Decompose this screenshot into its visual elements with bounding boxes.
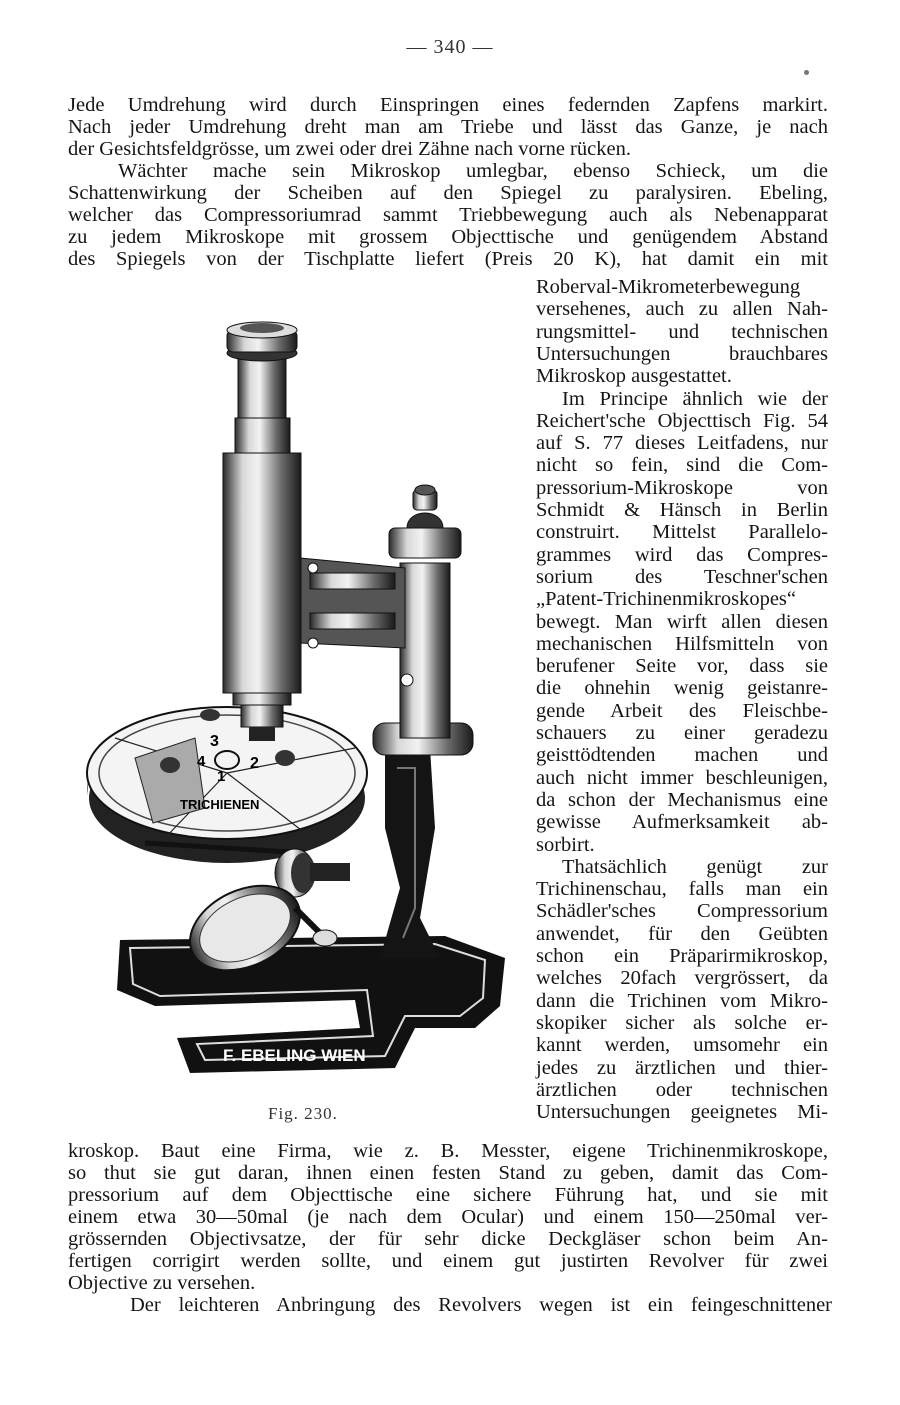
text-line: skopiker sicher als solche er- xyxy=(536,1011,828,1034)
text-line: des Spiegels von der Tischplatte liefert (Preis 20 K), hat damit ein mit xyxy=(68,248,828,270)
text-line: pressorium-Mikroskope von xyxy=(536,476,828,499)
microscope-arm xyxy=(300,558,405,648)
text-line: grammes wird das Compres- xyxy=(536,543,828,566)
text-line: schon ein Präparirmikroskop, xyxy=(536,945,828,967)
base-label: F. EBELING WIEN xyxy=(223,1046,366,1065)
microscope-stage xyxy=(87,707,367,863)
text-line: die ohnehin wenig geistanre- xyxy=(536,677,828,700)
page-number: — 340 — xyxy=(406,36,494,58)
text-line: rungsmittel- und technischen xyxy=(536,320,828,343)
text-line: Schädler'sches Compressorium xyxy=(536,900,828,923)
microscope-base xyxy=(117,936,505,1073)
focus-knob xyxy=(275,849,350,897)
text-line: Roberval-Mikrometerbewegung xyxy=(536,276,801,298)
text-line: sorium des Teschner'schen xyxy=(536,565,828,588)
text-line: pressorium auf dem Objecttische eine sichere Führung hat, und sie mit xyxy=(68,1184,828,1206)
text-line: einem etwa 30—50mal (je nach dem Ocular) und einem 150—250mal ver- xyxy=(68,1206,828,1228)
text-line: Schattenwirkung der Scheiben auf den Spiegel zu paralysiren. Ebeling, xyxy=(68,182,828,204)
microscope-tube xyxy=(223,322,301,741)
microscope-limb xyxy=(373,723,473,958)
text-line: Trichinenschau, falls man ein xyxy=(536,878,828,901)
text-line: anwendet, für den Geübten xyxy=(536,922,828,945)
text-line: Im Principe ähnlich wie der xyxy=(562,387,828,410)
microscope-illustration xyxy=(55,268,520,1093)
text-line: ärztlichen oder technischen xyxy=(536,1078,828,1101)
text-line: Reichert'sche Objecttisch Fig. 54 xyxy=(536,409,828,432)
text-line: kannt werden, umsomehr ein xyxy=(536,1034,828,1057)
text-line: Der leichteren Anbringung des Revolvers wegen ist ein feingeschnittener xyxy=(130,1294,832,1316)
figure-caption: Fig. 230. xyxy=(268,1104,338,1123)
text-line: auf S. 77 dieses Leitfadens, nur xyxy=(536,432,828,455)
text-line: Jede Umdrehung wird durch Einspringen eines federnden Zapfens markirt. xyxy=(68,94,828,116)
text-line: Mikroskop ausgestattet. xyxy=(536,365,732,388)
dial-number: 4 xyxy=(197,753,206,770)
text-line: geisttödtenden machen und xyxy=(536,744,828,767)
text-line: Nach jeder Umdrehung dreht man am Triebe und lässt das Ganze, je nach xyxy=(68,116,828,138)
dial-number: 1 xyxy=(217,768,226,785)
text-line: da schon der Mechanismus eine xyxy=(536,788,828,811)
text-line: kroskop. Baut eine Firma, wie z. B. Messter, eigene Trichinenmikroskope, xyxy=(68,1140,828,1162)
ink-speck xyxy=(804,70,809,75)
text-line: mechanischen Hilfsmitteln von xyxy=(536,632,828,655)
text-line: dann die Trichinen vom Mikro- xyxy=(536,989,828,1012)
text-line: auch nicht immer beschleunigen, xyxy=(536,766,828,789)
text-line: gewisse Aufmerksamkeit ab- xyxy=(536,811,828,834)
text-line: jedes zu ärztlichen und thier- xyxy=(536,1056,828,1079)
text-line: Thatsächlich genügt zur xyxy=(562,855,828,878)
stage-label: TRICHIENEN xyxy=(180,797,260,812)
text-line: berufener Seite vor, dass sie xyxy=(536,655,828,678)
text-line: welcher das Compressoriumrad sammt Triebbewegung auch als Nebenapparat xyxy=(68,204,828,226)
text-line: schauers zu einer geradezu xyxy=(536,722,828,744)
text-line: sorbirt. xyxy=(536,833,595,856)
text-line: grössernden Objectivsatze, der für sehr dicke Deckgläser schon beim An- xyxy=(68,1228,828,1250)
text-line: welches 20fach vergrössert, da xyxy=(536,967,828,990)
text-line: Untersuchungen brauchbares xyxy=(536,342,828,365)
text-line: Wächter mache sein Mikroskop umlegbar, ebenso Schieck, um die xyxy=(118,160,828,182)
text-line: zu jedem Mikroskope mit grossem Objecttische und genügendem Abstand xyxy=(68,226,828,248)
text-line: versehenes, auch zu allen Nah- xyxy=(536,298,828,321)
dial-number: 2 xyxy=(250,755,259,772)
text-line: nicht so fein, sind die Com- xyxy=(536,454,828,477)
text-line: Objective zu versehen. xyxy=(68,1272,256,1294)
text-line: gende Arbeit des Fleischbe- xyxy=(536,699,828,722)
dial-number: 3 xyxy=(210,733,219,750)
text-line: „Patent-Trichinenmikroskopes“ xyxy=(536,588,797,611)
text-line: fertigen corrigirt werden sollte, und einem gut justirten Revolver für zwei xyxy=(68,1250,828,1272)
text-line: Untersuchungen geeignetes Mi- xyxy=(536,1101,828,1124)
text-line: construirt. Mittelst Parallelo- xyxy=(536,521,828,544)
text-line: so thut sie gut daran, ihnen einen festen Stand zu geben, damit das Com- xyxy=(68,1162,828,1184)
text-line: Schmidt & Hänsch in Berlin xyxy=(536,499,828,521)
text-line: der Gesichtsfeldgrösse, um zwei oder drei Zähne nach vorne rücken. xyxy=(68,138,631,160)
text-line: bewegt. Man wirft allen diesen xyxy=(536,610,828,633)
